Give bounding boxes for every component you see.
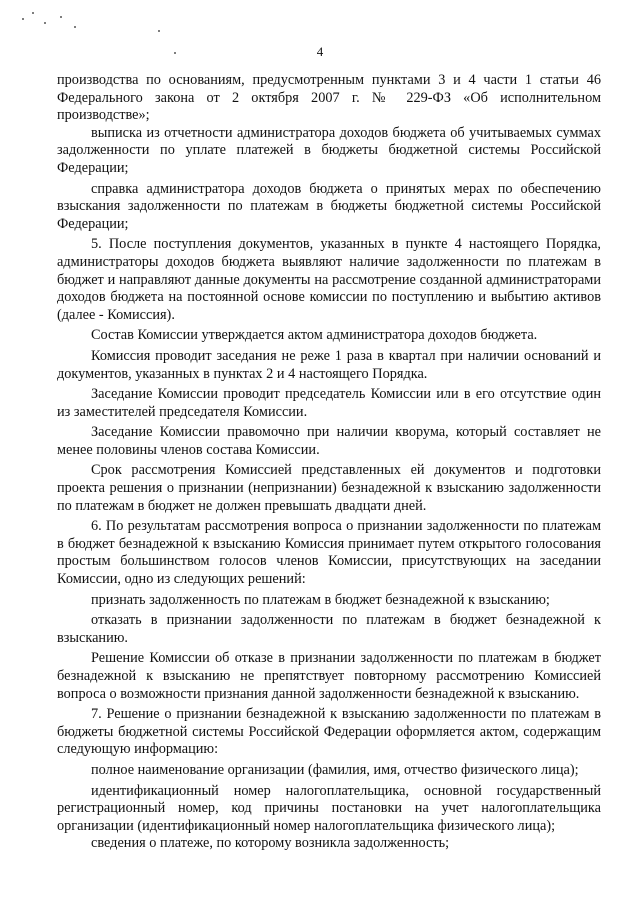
paragraph: 6. По результатам рассмотрения вопроса о признании задолженности по платежам в бюджет безнадежной к взысканию Комиссия принимает путем открытого голосования простым большинством голосов членов Комиссии, присутствующих на заседании Комиссии, одно из следующих решений: (57, 518, 601, 588)
paragraph: Заседание Комиссии правомочно при наличии кворума, который составляет не менее половины членов состава Комиссии. (57, 424, 601, 458)
document-body (57, 72, 601, 853)
paragraph: сведения о платеже, по которому возникла задолженность; (91, 835, 450, 852)
paragraph: 5. После поступления документов, указанных в пункте 4 настоящего Порядка, администраторы доходов бюджета выявляют наличие задолженности по платежам в бюджет и направляют данные документы на рассмотрение созданной администраторами доходов бюджета на постоянной основе комиссии по поступлению и выбытию активов (далее - Комиссия). (57, 236, 601, 323)
paragraph: полное наименование организации (фамилия, имя, отчество физического лица); (91, 761, 579, 778)
paragraph: идентификационный номер налогоплательщика, основной государственный регистрационный номер, код причины постановки на учет налогоплательщика организации (идентификационный номер налогоплательщика физического лица); (57, 782, 601, 834)
paragraph: выписка из отчетности администратора доходов бюджета об учитываемых суммах задолженности по уплате платежей в бюджеты бюджетной системы Российской Федерации; (57, 124, 601, 176)
paragraph: признать задолженность по платежам в бюджет безнадежной к взысканию; (91, 591, 550, 608)
paragraph: 7. Решение о признании безнадежной к взысканию задолженности по платежам в бюджеты бюджетной системы Российской Федерации оформляется актом, содержащим следующую информацию: (57, 706, 601, 758)
paragraph: Срок рассмотрения Комиссией представленных ей документов и подготовки проекта решения о признании (непризнании) безнадежной к взысканию задолженности по платежам в бюджет не должен превышать двадцати дней. (57, 462, 601, 514)
paragraph: Комиссия проводит заседания не реже 1 раза в квартал при наличии оснований и документов, указанных в пунктах 2 и 4 настоящего Порядка. (57, 347, 601, 382)
paragraph: Заседание Комиссии проводит председатель Комиссии или в его отсутствие один из заместителей председателя Комиссии. (57, 386, 601, 420)
page-number: 4 (316, 44, 324, 59)
paragraph: производства по основаниям, предусмотренным пунктами 3 и 4 части 1 статьи 46 Федерального закона от 2 октября 2007 г. № 229-ФЗ «Об исполнительном производстве»; (57, 72, 601, 124)
paragraph: Состав Комиссии утверждается актом администратора доходов бюджета. (91, 327, 538, 344)
paragraph: Решение Комиссии об отказе в признании задолженности по платежам в бюджет безнадежной к взысканию не препятствует повторному рассмотрению Комиссией вопроса о возможности признания данной задолженности безнадежной к взысканию. (57, 650, 601, 702)
paragraph: отказать в признании задолженности по платежам в бюджет безнадежной к взысканию. (57, 612, 601, 646)
paragraph: справка администратора доходов бюджета о принятых мерах по обеспечению взыскания задолженности по платежам в бюджеты бюджетной системы Российской Федерации; (57, 180, 601, 232)
